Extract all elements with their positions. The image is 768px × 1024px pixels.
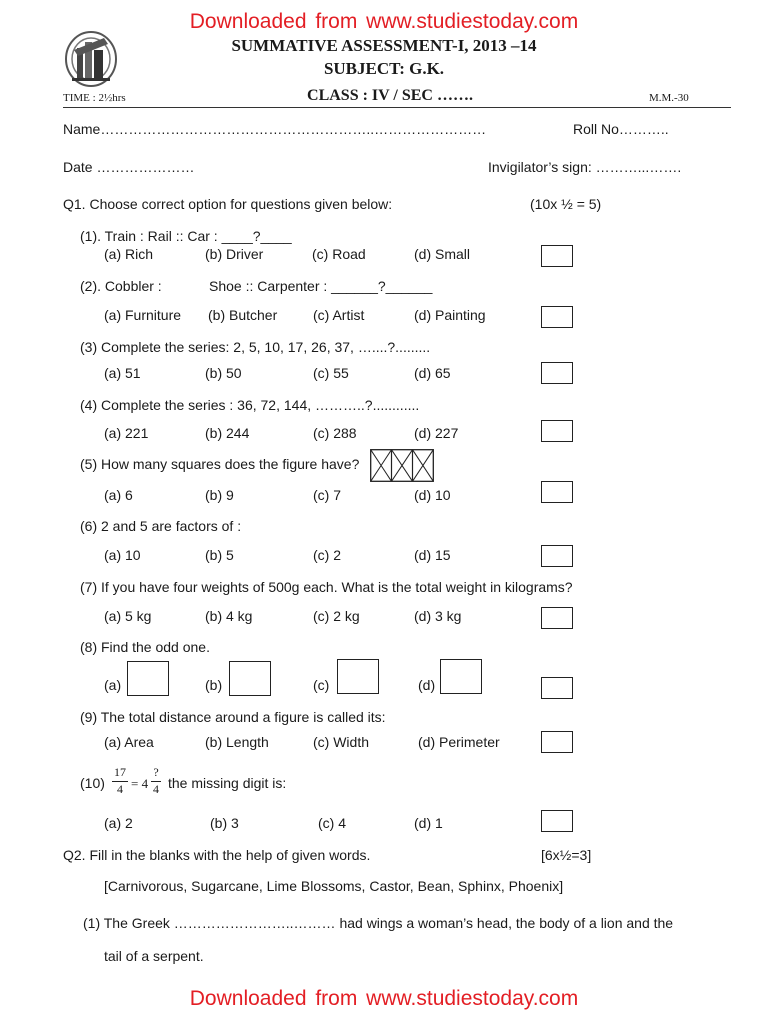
answer-box-8[interactable] [541,677,573,699]
answer-box-2[interactable] [541,306,573,328]
word-bank: [Carnivorous, Sugarcane, Lime Blossoms, Castor, Bean, Sphinx, Phoenix] [104,878,564,894]
q2-option-a: (a) Furniture [104,307,182,323]
q2-heading: Q2. Fill in the blanks with the help of given words. [63,847,371,863]
figure-option-b [229,661,271,696]
q8-option-d: (d) [418,677,436,693]
q2-option-c: (c) Artist [313,307,365,323]
equals-whole: = 4 [131,776,149,791]
exam-title: SUMMATIVE ASSESSMENT-I, 2013 –14 [231,36,537,55]
q1-option-d: (d) Small [414,246,471,262]
fraction-2 [151,765,161,797]
answer-box-7[interactable] [541,607,573,629]
question-5-text: (5) How many squares does the figure have? [80,456,360,472]
question-10-number: (10) [80,775,105,791]
fraction-1 [112,765,128,797]
question-4-text: (4) Complete the series : 36, 72, 144, ………..?............ [80,397,420,413]
fraction-1-denominator: 4 [112,781,128,797]
q9-option-d: (d) Perimeter [418,734,500,750]
exam-time: TIME : 2½hrs [63,92,126,104]
q10-option-a: (a) 2 [104,815,133,831]
q5-option-d: (d) 10 [414,487,451,503]
subject-title: SUBJECT: G.K. [323,59,445,78]
q2-option-d: (d) Painting [414,307,486,323]
q6-option-d: (d) 15 [414,547,451,563]
question-2-text-cont: Shoe :: Carpenter : ______?______ [209,278,433,294]
q10-option-b: (b) 3 [210,815,239,831]
q6-option-c: (c) 2 [313,547,341,563]
q5-option-b: (b) 9 [205,487,234,503]
q3-option-a: (a) 51 [104,365,141,381]
question-8-text: (8) Find the odd one. [80,639,210,655]
q1-heading: Q1. Choose correct option for questions given below: [63,196,393,212]
header-divider [63,107,731,108]
q4-option-a: (a) 221 [104,425,149,441]
watermark-top: Downloaded from www.studiestoday.com [189,10,579,33]
squares-figure [370,449,434,482]
question-9-text: (9) The total distance around a figure is called its: [80,709,386,725]
fraction-2-denominator: 4 [153,782,159,796]
q4-option-c: (c) 288 [313,425,357,441]
figure-option-c [337,659,379,694]
q7-option-b: (b) 4 kg [205,608,253,624]
q7-option-c: (c) 2 kg [313,608,360,624]
watermark-bottom: Downloaded from www.studiestoday.com [189,987,579,1010]
q2-item-1-line-2: tail of a serpent. [104,948,204,964]
q3-option-d: (d) 65 [414,365,451,381]
answer-box-1[interactable] [541,245,573,267]
answer-box-3[interactable] [541,362,573,384]
question-7-text: (7) If you have four weights of 500g each. What is the total weight in kilograms? [80,579,573,595]
q10-option-d: (d) 1 [414,815,443,831]
name-field: Name…………………………………………………..…………………… [63,121,487,137]
answer-box-9[interactable] [541,731,573,753]
q7-option-d: (d) 3 kg [414,608,462,624]
figure-option-a [127,661,169,696]
q5-option-c: (c) 7 [313,487,341,503]
q1-option-a: (a) Rich [104,246,154,262]
q9-option-b: (b) Length [205,734,269,750]
q1-option-c: (c) Road [312,246,366,262]
q8-option-a: (a) [104,677,122,693]
roll-field: Roll No……….. [573,121,669,137]
q4-option-d: (d) 227 [414,425,459,441]
date-field: Date ………………… [63,159,195,175]
answer-box-6[interactable] [541,545,573,567]
figure-option-d [440,659,482,694]
q10-option-c: (c) 4 [318,815,346,831]
question-3-text: (3) Complete the series: 2, 5, 10, 17, 26, 37, …....?......... [80,339,431,355]
q8-option-c: (c) [313,677,330,693]
q9-option-c: (c) Width [313,734,369,750]
answer-box-5[interactable] [541,481,573,503]
q4-option-b: (b) 244 [205,425,250,441]
q3-option-b: (b) 50 [205,365,242,381]
question-1-text: (1). Train : Rail :: Car : ____?____ [80,228,292,244]
q2-item-1-line-1: (1) The Greek ……………………..……… had wings a woman’s head, the body of a lion and the [83,915,674,931]
q3-option-c: (c) 55 [313,365,349,381]
q2-marks: [6x½=3] [541,847,592,863]
q1-marks: (10x ½ = 5) [530,196,602,212]
q6-option-b: (b) 5 [205,547,234,563]
q8-option-b: (b) [205,677,223,693]
q9-option-a: (a) Area [104,734,154,750]
answer-box-10[interactable] [541,810,573,832]
q2-option-b: (b) Butcher [208,307,278,323]
question-6-text: (6) 2 and 5 are factors of : [80,518,242,534]
answer-box-4[interactable] [541,420,573,442]
fraction-2-numerator: ? [153,765,159,779]
question-10-text: the missing digit is: [168,775,287,791]
q7-option-a: (a) 5 kg [104,608,152,624]
class-section: CLASS : IV / SEC ……. [307,87,473,104]
fraction-1-numerator: 17 [114,765,126,779]
max-marks: M.M.-30 [649,92,689,104]
q1-option-b: (b) Driver [205,246,264,262]
q5-option-a: (a) 6 [104,487,133,503]
q6-option-a: (a) 10 [104,547,141,563]
question-2-text: (2). Cobbler : [80,278,162,294]
invigilator-field: Invigilator’s sign: ………...……. [488,159,682,175]
